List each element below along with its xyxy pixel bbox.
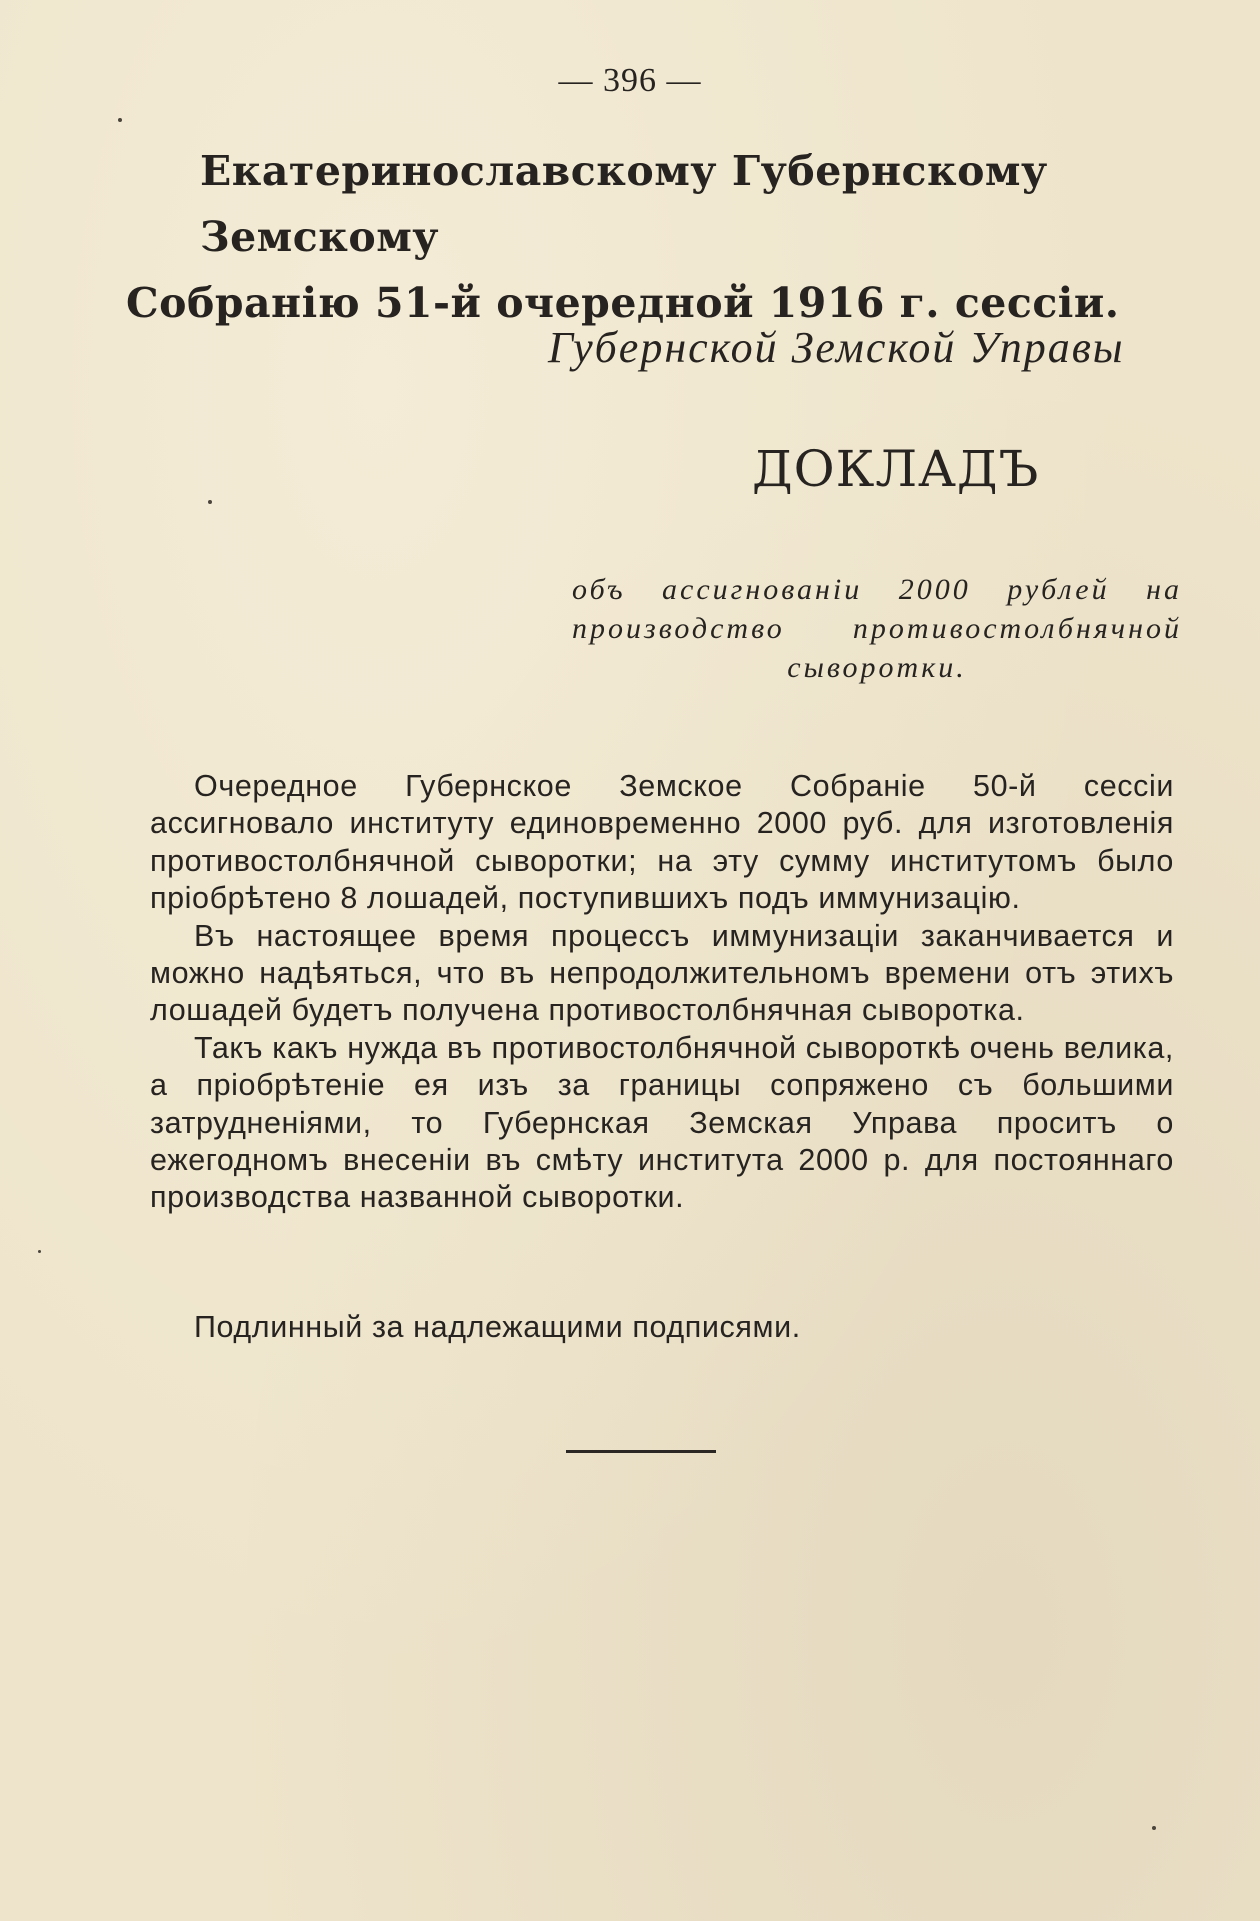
addressee-heading	[126, 138, 1186, 336]
body-paragraph-2: Въ настоящее время процессъ иммунизаціи заканчивается и можно надѣяться, что въ непродолжительномъ времени отъ этихъ лошадей будетъ получена противостолбнячная сыворотка.	[150, 918, 1174, 1028]
addressee-line-2: Собранію 51-й очередной 1916 г. сессіи.	[126, 279, 1120, 327]
paper-speck	[208, 500, 212, 504]
board-name: Губернской Земской Управы	[548, 323, 1125, 372]
closing-rule	[566, 1450, 716, 1453]
paper-speck	[38, 1250, 41, 1253]
paper-speck	[1152, 1826, 1156, 1830]
body-paragraph-1: Очередное Губернское Земское Собраніе 50-й сессіи ассигновало институту единовременно 2000 руб. для изготовленія противостолбнячной сыворотки; на эту сумму институтомъ было пріобрѣтено 8 лошадей, поступившихъ подъ иммунизацію.	[150, 769, 1174, 916]
document-subject: объ ассигнованіи 2000 рублей на производство противостолбнячной сыворотки.	[572, 573, 1182, 684]
page-number: — 396 —	[558, 62, 702, 99]
paper-speck	[118, 118, 122, 122]
report-body	[150, 768, 1174, 1217]
document-title: ДОКЛАДЪ	[752, 440, 1040, 498]
addressee-line-1: Екатеринославскому Губернскому Земскому	[200, 147, 1048, 261]
body-paragraph-3: Такъ какъ нужда въ противостолбнячной сывороткѣ очень велика, а пріобрѣтеніе ея изъ за границы сопряжено съ большими затрудненіями, то Губернская Земская Управа проситъ о ежегодномъ внесеніи въ смѣту института 2000 р. для постояннаго производства названной сыворотки.	[150, 1030, 1174, 1215]
closing-note: Подлинный за надлежащими подписями.	[194, 1310, 801, 1344]
